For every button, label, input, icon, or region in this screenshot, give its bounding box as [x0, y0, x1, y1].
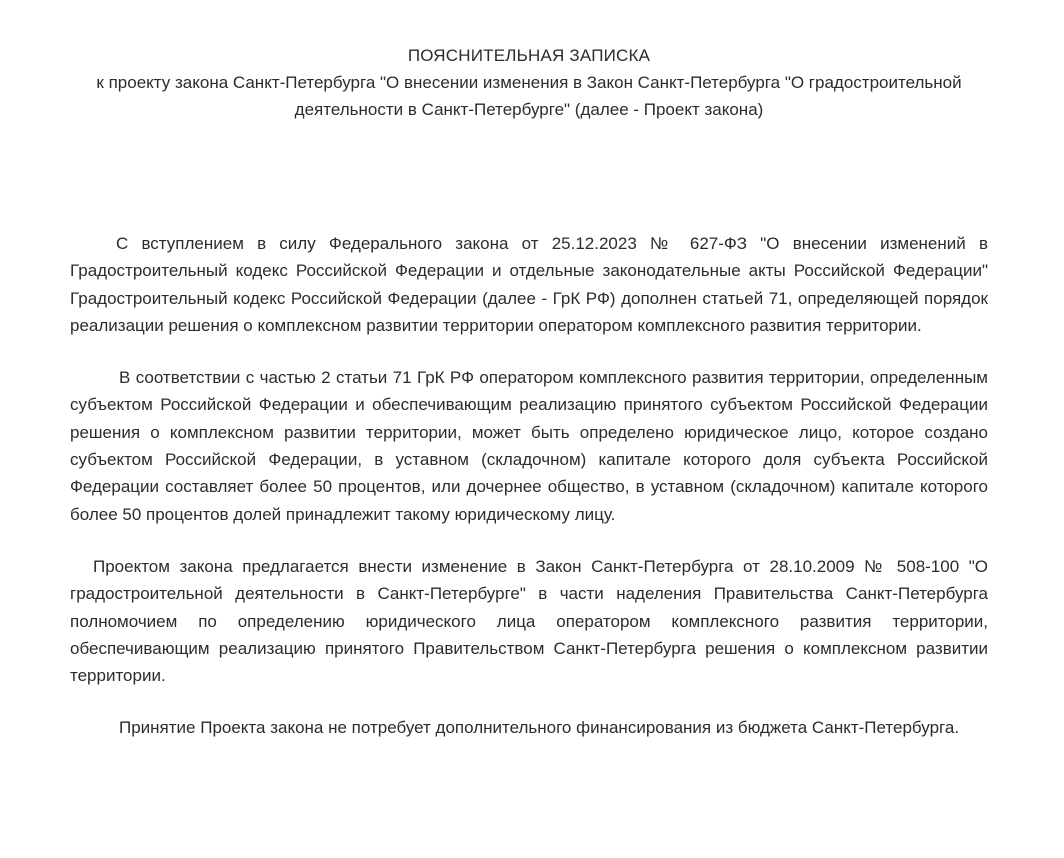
- document-body: [70, 230, 988, 742]
- document-subtitle: к проекту закона Санкт-Петербурга "О внесении изменения в Закон Санкт-Петербурга "О градостроительной деятельности в Санкт-Петербурге" (далее - Проект закона): [96, 73, 962, 119]
- paragraph-1: С вступлением в силу Федерального закона от 25.12.2023 № 627-ФЗ "О внесении изменений в Градостроительный кодекс Российской Федерации и отдельные законодательные акты Российской Федерации" Градостроительный кодекс Российской Федерации (далее - ГрК РФ) дополнен статьей 71, определяющей порядок реализации решения о комплексном развитии территории оператором комплексного развития территории.: [70, 234, 988, 335]
- paragraph-3: Проектом закона предлагается внести изменение в Закон Санкт-Петербурга от 28.10.2009 № 508-100 "О градостроительной деятельности в Санкт-Петербурге" в части наделения Правительства Санкт-Петербурга полномочием по определению юридического лица оператором комплексного развития территории, обеспечивающим реализацию принятого Правительством Санкт-Петербурга решения о комплексном развитии территории.: [70, 556, 988, 686]
- document-header: [70, 42, 988, 123]
- paragraph-2: В соответствии с частью 2 статьи 71 ГрК РФ оператором комплексного развития территории, определенным субъектом Российской Федерации и обеспечивающим реализацию принятого субъектом Российской Федерации решения о комплексном развитии территории, может быть определено юридическое лицо, которое создано субъектом Российской Федерации, в уставном (складочном) капитале которого доля субъекта Российской Федерации составляет более 50 процентов, или дочернее общество, в уставном (складочном) капитале которого более 50 процентов долей принадлежит такому юридическому лицу.: [70, 368, 988, 524]
- paragraph-4: Принятие Проекта закона не потребует дополнительного финансирования из бюджета Санкт-Петербурга.: [119, 718, 960, 738]
- document-title: ПОЯСНИТЕЛЬНАЯ ЗАПИСКА: [407, 46, 651, 65]
- document-page: [70, 0, 988, 767]
